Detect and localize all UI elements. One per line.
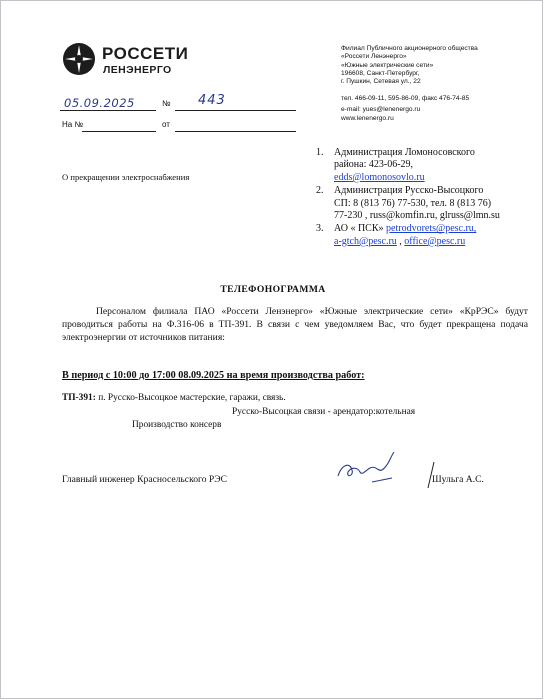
subject: О прекращении электроснабжения xyxy=(62,172,190,182)
logo-sub: ЛЕНЭНЕРГО xyxy=(103,64,172,76)
org-email: e-mail: yues@lenenergo.ru xyxy=(341,106,421,113)
addressee-2-phones: СП: 8 (813 76) 77-530, тел. 8 (813 76) xyxy=(334,197,492,209)
work-period: В период с 10:00 до 17:00 08.09.2025 на время производства работ: xyxy=(62,370,365,381)
addressee-1-num: 1. xyxy=(316,147,324,158)
org-line-4: 196608, Санкт-Петербург, xyxy=(341,69,420,77)
date-underline xyxy=(60,110,156,111)
handwritten-number: 443 xyxy=(198,93,226,108)
addressee-2-num: 2. xyxy=(316,185,324,197)
org-line-1: Филиал Публичного акционерного общества xyxy=(341,45,478,52)
addressee-1-email[interactable]: edds@lomonosovlo.ru xyxy=(334,171,425,183)
page-title: ТЕЛЕФОНОГРАММА xyxy=(220,284,326,295)
addressee-1-name: Администрация Ломоносовского xyxy=(334,147,475,158)
body-text: Персоналом филиала ПАО «Россети Ленэнерго» «Южные электрические сети» «КрРЭС» будут проводиться работы на Ф.316-06 в ТП-391. В связи с чем уведомляем Вас, что будет прекращена подача электроэнергии от источников питания: xyxy=(62,306,528,343)
rosseti-emblem-icon xyxy=(62,42,96,76)
addressee-3-num: 3. xyxy=(316,223,324,235)
handwritten-date: 05.09.2025 xyxy=(64,96,135,110)
ref-label: На № xyxy=(62,120,84,129)
signatory-position: Главный инженер Красносельского РЭС xyxy=(62,474,227,485)
org-info xyxy=(341,45,531,86)
addressee-3-sep: , xyxy=(396,235,405,247)
signatory-name: Шульга А.С. xyxy=(432,474,484,485)
org-line-2: «Россети Ленэнерго» xyxy=(341,53,407,61)
ref-from-underline xyxy=(175,131,296,132)
ref-from-label: от xyxy=(162,120,170,129)
tp-line xyxy=(62,393,286,403)
org-tel: тел. 466-09-11, 595-86-09, факс 476-74-85 xyxy=(341,95,470,102)
addressee-1-phone: района: 423-06-29, xyxy=(334,159,414,171)
tp-label: ТП-391: xyxy=(62,393,96,403)
ref-underline xyxy=(82,131,156,132)
addressee-2-emails: 77-230 , russ@komfin.ru, glruss@lmn.su xyxy=(334,210,500,222)
rosseti-logo xyxy=(62,40,192,84)
tp-text: п. Русско-Высоцкое мастерские, гаражи, связь. xyxy=(98,393,286,403)
handwritten-signature xyxy=(332,448,402,488)
addressee-3-email-3[interactable]: office@pesc.ru xyxy=(404,235,466,247)
addressee-3-email-1[interactable]: petrodvorets@pesc.ru, xyxy=(386,223,477,235)
addressee-3-name: АО « ПСК» xyxy=(334,223,384,235)
body-paragraph xyxy=(62,305,528,344)
logo-brand: РОССЕТИ xyxy=(102,44,189,63)
addressee-2-name: Администрация Русско-Высоцкого xyxy=(334,185,484,197)
addressees xyxy=(316,147,531,248)
addressee-3-email-2[interactable]: a-gtch@pesc.ru xyxy=(334,235,397,247)
tp-line-2: Русско-Высоцкая связи - арендатор:котельная xyxy=(232,407,416,417)
number-underline xyxy=(175,110,296,111)
org-line-3: «Южные электрические сети» xyxy=(341,61,434,69)
org-web: www.lenenergo.ru xyxy=(341,115,394,122)
tp-line-3: Производство консерв xyxy=(132,420,222,430)
number-label: № xyxy=(162,99,171,108)
org-line-5: г. Пушкин, Сетевая ул., 22 xyxy=(341,78,421,86)
